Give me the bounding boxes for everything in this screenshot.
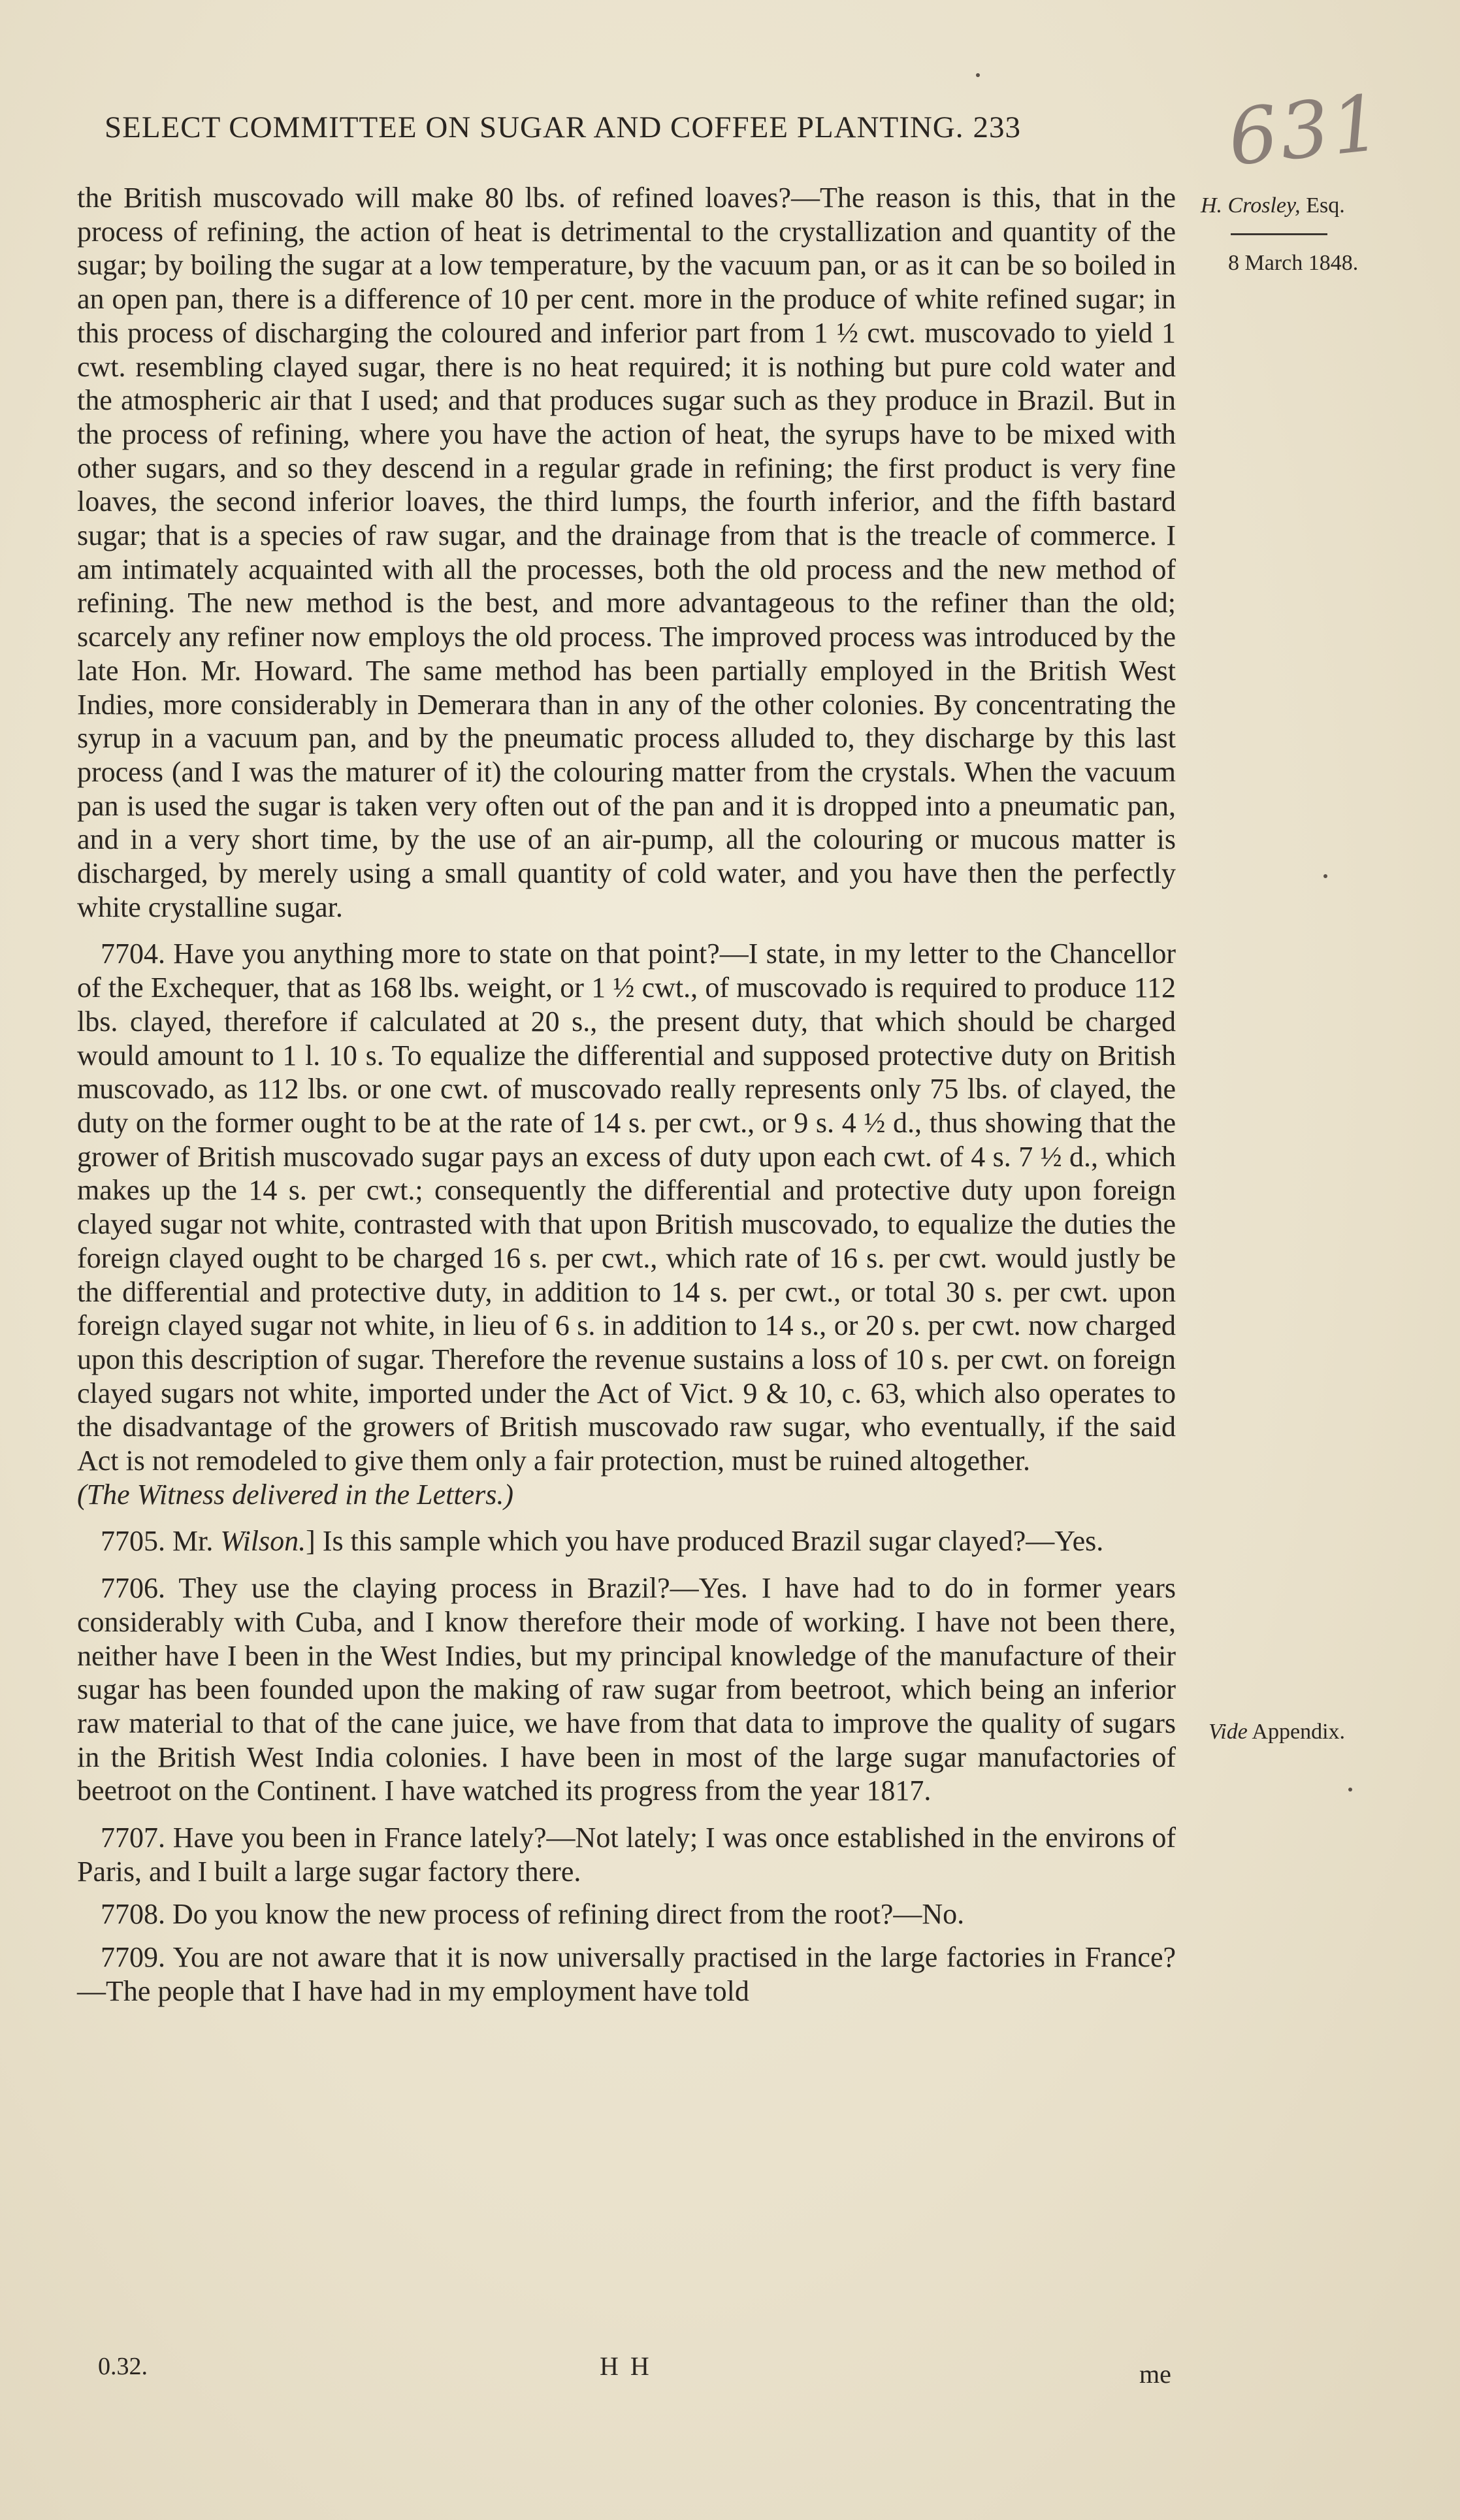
p7705-name: Wilson. xyxy=(220,1525,306,1558)
paragraph-7709: 7709. You are not aware that it is now universally practised in the large factories in France?—The people that I have had in my employment have told xyxy=(77,1941,1176,2007)
header-page-number: 233 xyxy=(973,110,1021,144)
paragraph-continued: the British muscovado will make 80 lbs. of refined loaves?—The reason is this, that in the process of refining, the action of heat is detrimental to the crystallization and quantity of the sugar; by boiling the sugar at a low temperature, by the vacuum pan, or as it can be so boiled in an open pan, there is a difference of 10 per cent. more in the produce of white refined sugar; in this process of discharging the coloured and inferior part from 1 ½ cwt. muscovado to yield 1 cwt. resembling clayed sugar, there is no heat required; it is nothing but pure cold water and the atmospheric air that I used; and that produces sugar such as they produce in Brazil. But in the process of refining, where you have the action of heat, the syrups have to be mixed with other sugars, and so they descend in a regular grade in refining; the first product is very fine loaves, the second inferior loaves, the third lumps, the fourth inferior, and the fifth bastard sugar; that is a species of raw sugar, and the drainage from that is the treacle of commerce. I am intimately acquainted with all the processes, both the old process and the new method of refining. The new method is the best, and more advantageous to the refiner than the old; scarcely any refiner now employs the old process. The improved process was introduced by the late Hon. Mr. Howard. The same method has been partially employed in the British West Indies, more considerably in Demerara than in any of the other colonies. By concentrating the syrup in a vacuum pan, and by the pneumatic process alluded to, they discharge by this last process (and I was the maturer of it) the colouring matter from the crystals. When the vacuum pan is used the sugar is taken very often out of the pan and it is dropped into a pneumatic pan, and in a very short time, by the use of an air-pump, all the colouring or mucous matter is discharged, by merely using a small quantity of cold water, and you have then the perfectly white crystalline sugar. xyxy=(77,182,1176,923)
vide-rest: Appendix. xyxy=(1252,1720,1346,1744)
margin-vide-appendix xyxy=(1209,1720,1345,1744)
margin-rule xyxy=(1231,233,1327,235)
p7705-lead: 7705. Mr. xyxy=(101,1525,214,1558)
paragraph-7704-note xyxy=(77,1478,1176,1512)
margin-date: 8 March 1848. xyxy=(1228,251,1359,275)
vide-italic: Vide xyxy=(1209,1720,1248,1744)
paragraph-7707: 7707. Have you been in France lately?—Not lately; I was once established in the environs of Paris, and I built a large sugar factory there. xyxy=(77,1822,1176,1888)
p7705-rest: ] Is this sample which you have produced Brazil sugar clayed?—Yes. xyxy=(306,1525,1104,1558)
witness-note: (The Witness delivered in the Letters.) xyxy=(77,1478,514,1511)
footer-gathering-mark: H H xyxy=(600,2351,652,2381)
witness-suffix: Esq. xyxy=(1306,193,1345,218)
paragraph-7708: 7708. Do you know the new process of refining direct from the root?—No. xyxy=(101,1898,965,1931)
handwritten-folio-number: 631 xyxy=(1224,77,1388,184)
paragraph-7705 xyxy=(77,1524,1176,1558)
paragraph-7704: 7704. Have you anything more to state on that point?—I state, in my letter to the Chancellor of the Exchequer, that as 168 lbs. weight, or 1 ½ cwt., of muscovado is required to produce 112 lbs. clayed, therefore if calculated at 20 s., the present duty, that which should be charged would amount to 1 l. 10 s. To equalize the differential and supposed protective duty on British muscovado, as 112 lbs. or one cwt. of muscovado really represents only 75 lbs. of clayed, the duty on the former ought to be at the rate of 14 s. per cwt., or 9 s. 4 ½ d., thus showing that the grower of British muscovado sugar pays an excess of duty upon each cwt. of 4 s. 7 ½ d., which makes up the 14 s. per cwt.; consequently the differential and protective duty upon foreign clayed sugar not white, contrasted with that upon British muscovado, to equalize the duties the foreign clayed ought to be charged 16 s. per cwt., which rate of 16 s. per cwt. would justly be the differential and protective duty, in addition to 14 s. per cwt., or total 30 s. per cwt. upon foreign clayed sugar not white, in lieu of 6 s. in addition to 14 s., or 20 s. per cwt. now charged upon this description of sugar. Therefore the revenue sustains a loss of 10 s. per cwt. on foreign clayed sugars not white, imported under the Act of Vict. 9 & 10, c. 63, which also operates to the disadvantage of the growers of British muscovado raw sugar, who eventually, if the said Act is not remodeled to give them only a fair protection, must be ruined altogether. xyxy=(77,938,1176,1477)
witness-name: H. Crosley, xyxy=(1201,193,1301,218)
footer-signature-mark: 0.32. xyxy=(98,2353,148,2380)
margin-witness-name xyxy=(1201,193,1345,218)
footer-catchword: me xyxy=(1139,2359,1171,2389)
testimony-body xyxy=(77,181,1176,2021)
paper-speck xyxy=(1323,874,1327,878)
header-title: SELECT COMMITTEE ON SUGAR AND COFFEE PLANTING. xyxy=(105,110,964,144)
paper-speck xyxy=(976,73,980,77)
paper-speck xyxy=(1348,1788,1352,1792)
running-header xyxy=(105,110,1189,145)
paragraph-7706: 7706. They use the claying process in Brazil?—Yes. I have had to do in former years considerably with Cuba, and I know therefore their mode of working. I have not been there, neither have I been in the West Indies, but my principal knowledge of the manufacture of their sugar has been founded upon the making of raw sugar from beetroot, which being an inferior raw material to that of the cane juice, we have from that data to improve the quality of sugars in the British West India colonies. I have been in most of the large sugar manufactories of beetroot on the Continent. I have watched its progress from the year 1817. xyxy=(77,1572,1176,1807)
